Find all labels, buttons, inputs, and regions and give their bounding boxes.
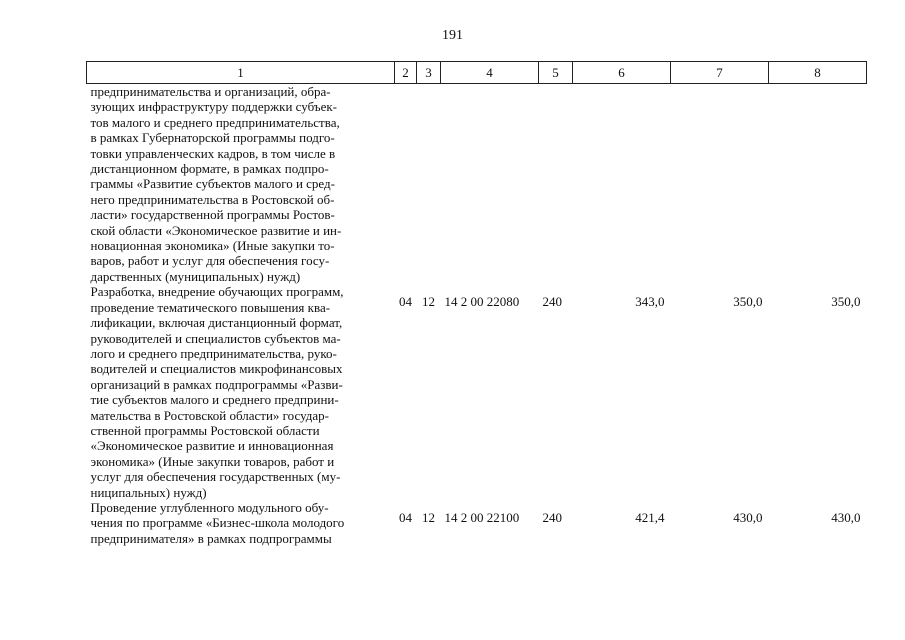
description-line: руководителей и специалистов субъектов ма- [90,330,341,346]
expense-type-code: 240 [542,509,562,525]
description-line: ниципальных) нужд) [90,484,207,500]
column-header-2: 2 [395,62,417,84]
amount-col-6 [573,84,671,285]
subsection-code [417,84,441,285]
row-description [87,84,395,285]
description-line: лификации, включая дистанционный формат, [90,315,343,331]
subsection-code: 12 [422,294,435,310]
description-line: дистанционном формате, в рамках подпро- [90,161,329,177]
description-line: лого и среднего предпринимательства, руко- [90,345,337,361]
expense-type-code: 240 [542,294,562,310]
description-line: организаций в рамках подпрограммы «Разви- [90,376,343,392]
page-number: 191 [442,28,463,43]
description-line: товки управленческих кадров, в том числе в [90,145,336,161]
amount-col-6: 343,0 [635,294,665,310]
description-line: мательства в Ростовской области» государ- [90,407,330,423]
column-header-1: 1 [87,62,395,84]
description-line: ласти» государственной программы Ростов- [90,207,335,223]
amount-col-7: 430,0 [733,509,763,525]
description-line: предпринимателя» в рамках подпрограммы [90,530,332,546]
subsection-code: 12 [422,509,435,525]
description-line: экономика» (Иные закупки товаров, работ и [90,453,335,469]
section-code [395,84,417,285]
column-header-8: 8 [769,62,867,84]
row-description [87,500,395,546]
amount-col-6: 421,4 [635,509,665,525]
description-line: в рамках Губернаторской программы подго- [90,130,335,146]
column-header-6: 6 [573,62,671,84]
description-line: тов малого и среднего предпринимательства, [90,114,340,130]
amount-col-7 [671,84,769,285]
description-line: ственной программы Ростовской области [90,422,320,438]
description-line: новационная экономика» (Иные закупки то- [90,238,335,254]
column-header-4: 4 [441,62,539,84]
description-line: проведение тематического повышения ква- [90,299,331,315]
section-code: 04 [399,294,412,310]
description-line: дарственных (муниципальных) нужд) [90,268,301,284]
amount-col-7: 350,0 [733,294,763,310]
description-line: Разработка, внедрение обучающих программ, [90,284,344,300]
budget-table [86,61,867,546]
description-line: граммы «Развитие субъектов малого и сред- [90,176,335,192]
column-header-5: 5 [539,62,573,84]
description-line: ской области «Экономическое развитие и ин- [90,222,342,238]
description-line: тие субъектов малого и среднего предприни- [90,392,339,408]
amount-col-8 [769,84,867,285]
expense-type-code [539,84,573,285]
target-article-code: 14 2 00 22080 [444,294,520,310]
description-line: Проведение углубленного модульного обу- [90,499,329,515]
description-line: зующих инфраструктуру поддержки субъек- [90,99,338,115]
description-line: него предпринимательства в Ростовской об- [90,191,335,207]
description-line: чения по программе «Бизнес-школа молодого [90,515,345,531]
column-number-header-row [87,62,867,84]
description-line: «Экономическое развитие и инновационная [90,438,334,454]
column-header-3: 3 [417,62,441,84]
row-description [87,284,395,500]
table-row [87,284,867,500]
column-header-7: 7 [671,62,769,84]
description-line: услуг для обеспечения государственных (му- [90,469,341,485]
description-line: водителей и специалистов микрофинансовых [90,361,343,377]
target-article-code: 14 2 00 22100 [444,509,520,525]
description-line: предпринимательства и организаций, обра- [90,84,331,99]
description-line: варов, работ и услуг для обеспечения госу- [90,253,330,269]
table-row [87,500,867,546]
amount-col-8: 430,0 [831,509,861,525]
table-row [87,84,867,285]
amount-col-8: 350,0 [831,294,861,310]
section-code: 04 [399,509,412,525]
target-article-code [441,84,539,285]
